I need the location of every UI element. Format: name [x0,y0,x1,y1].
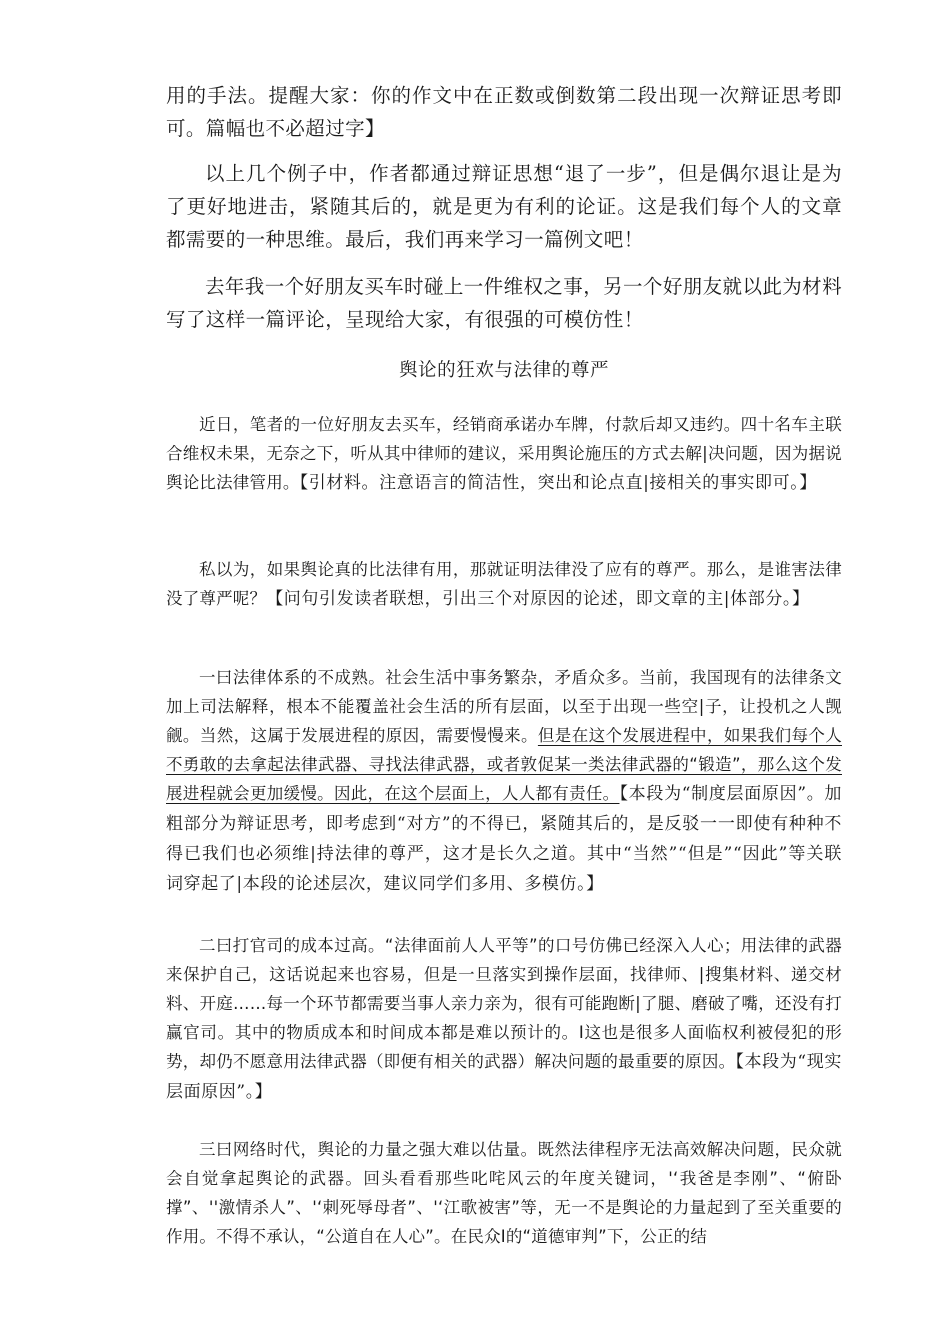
annotation-note: 【问句引发读者联想，引出三个对原因的论述，即文章的主|体部分。】 [266,589,810,609]
paragraph-text: 三曰网络时代，舆论的力量之强大难以估量。既然法律程序无法高效解决问题，民众就会自觉拿起舆论的武器。回头看看那些叱咤风云的年度关键词，'‘我爸是李刚”、“俯卧撑”、''激情杀人”、'‘刺死辱母者”、'‘江歌被害”等，无一不是舆论的力量起到了至关重要的作用。不得不承认，“公道自在人心”。在民众I的“道德审判”下，公正的结 [166,1140,842,1246]
article-title: 舆论的狂欢与法律的尊严 [398,360,610,381]
article-paragraph-5 [166,1135,842,1251]
paragraph-text: 二曰打官司的成本过高。“法律面前人人平等”的口号仿佛已经深入人心；用法律的武器来保护自己，这话说起来也容易，但是一旦落实到操作层面，找律师、|搜集材料、递交材料、开庭……每一个环节都需要当事人亲力亲为，很有可能跑断|了腿、磨破了嘴，还没有打赢官司。其中的物质成本和时间成本都是难以预计的。I这也是很多人面临权利被侵犯的形势，却仍不愿意用法律武器（即便有相关的武器）解决问题的最重要的原因。 [166,936,842,1071]
dialectical-thinking-passage: 但是在这个发展进程中，如果我们每个人不勇敢的去拿起法律武器、寻找法律武器，或者敦促某一类法律武器的“锻造”，那么这个发展进程就会更加缓慢。因此，在这个层面上，人人都有责任。 [166,726,842,803]
intro-paragraph-2: 以上几个例子中，作者都通过辩证思想“退了一步”，但是偶尔退让是为了更好地进击，紧随其后的，就是更为有利的论证。这是我们每个人的文章都需要的一种思维。最后，我们再来学习一篇例文吧！ [166,162,842,251]
article-paragraph-1 [166,410,842,498]
intro-paragraph-1: 用的手法。提醒大家：你的作文中在正数或倒数第二段出现一次辩证思考即可。篇幅也不必超过字】 [166,84,842,140]
annotation-note: 【本段为“现实层面原因”。】 [166,1052,842,1102]
paragraph-text: 一曰法律体系的不成熟。社会生活中事务繁杂，矛盾众多。当前，我国现有的法律条文加上司法解释，根本不能覆盖社会生活的所有层面，以至于出现一些空|子，让投机之人觊觎。当然，这属于发展进程的原因，需要慢慢来。 [166,668,842,745]
intro-paragraph-3: 去年我一个好朋友买车时碰上一件维权之事，另一个好朋友就以此为材料写了这样一篇评论，呈现给大家，有很强的可模仿性！ [166,275,842,331]
article-paragraph-2 [166,555,842,614]
annotation-note: 【本段为“制度层面原因”。加粗部分为辩证思考，即考虑到“对方”的不得已，紧随其后的，是反驳一一即使有种种不得已我们也必须维|持法律的尊严，这才是长久之道。其中“当然”“但是”“因此”等关联词穿起了|本段的论述层次，建议同学们多用、多模仿。】 [166,784,843,894]
article-paragraph-4 [166,931,842,1107]
paragraph-text: 私以为，如果舆论真的比法律有用，那就证明法律没了应有的尊严。那么，是谁害法律没了尊严呢？ [166,560,842,608]
article-paragraph-3 [166,663,842,899]
paragraph-text: 近日，笔者的一位好朋友去买车，经销商承诺办车牌，付款后却又违约。四十名车主联合维权未果，无奈之下，听从其中律师的建议，采用舆论施压的方式去解|决问题，因为据说舆论比法律管用。 [166,415,842,492]
annotation-note: 【引材料。注意语言的简洁性，突出和论点直|接相关的事实即可。】 [299,473,817,493]
